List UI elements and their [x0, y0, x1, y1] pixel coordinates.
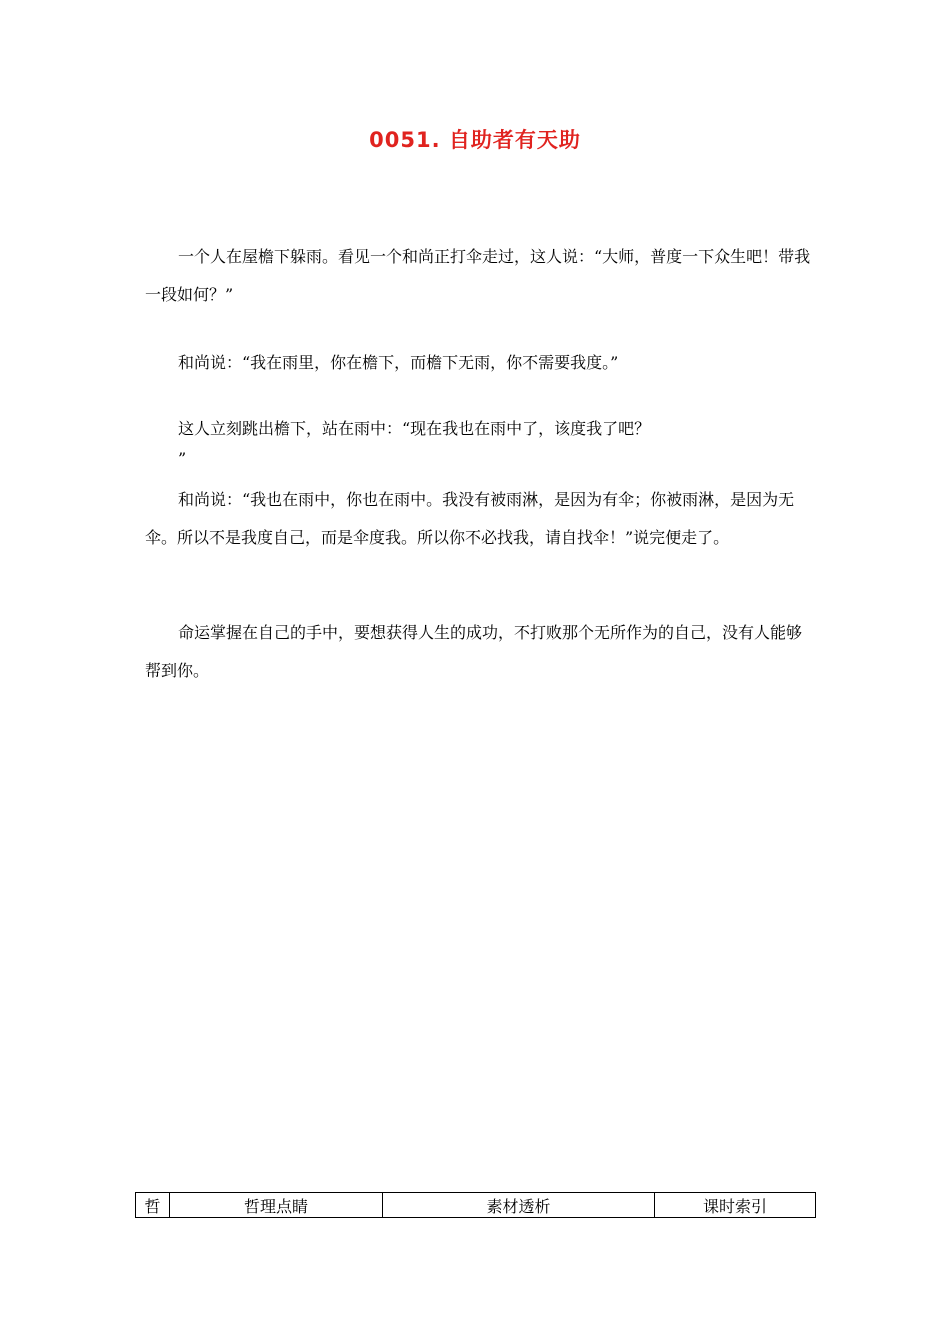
paragraph-5: 命运掌握在自己的手中，要想获得人生的成功，不打败那个无所作为的自己，没有人能够帮到你。	[145, 623, 803, 680]
paragraph-2: 和尚说：“我在雨里，你在檐下，而檐下无雨，你不需要我度。”	[178, 353, 619, 372]
paragraph-3-closing-quote: ”	[178, 449, 187, 468]
table-cell-philosophy: 哲	[136, 1193, 170, 1218]
table-cell-material-analysis: 素材透析	[383, 1193, 655, 1218]
table-cell-lesson-index: 课时索引	[655, 1193, 816, 1218]
table-cell-philosophy-highlight: 哲理点睛	[170, 1193, 383, 1218]
table-row	[136, 1193, 816, 1218]
document-title: 0051. 自助者有天助	[369, 128, 581, 152]
footer-table	[135, 1192, 816, 1218]
paragraph-1: 一个人在屋檐下躲雨。看见一个和尚正打伞走过，这人说：“大师，普度一下众生吧！带我一段如何？”	[145, 247, 811, 304]
paragraph-3: 这人立刻跳出檐下，站在雨中：“现在我也在雨中了，该度我了吧？	[178, 419, 651, 438]
paragraph-4: 和尚说：“我也在雨中，你也在雨中。我没有被雨淋，是因为有伞；你被雨淋，是因为无伞。所以不是我度自己，而是伞度我。所以你不必找我，请自找伞！”说完便走了。	[145, 490, 795, 547]
